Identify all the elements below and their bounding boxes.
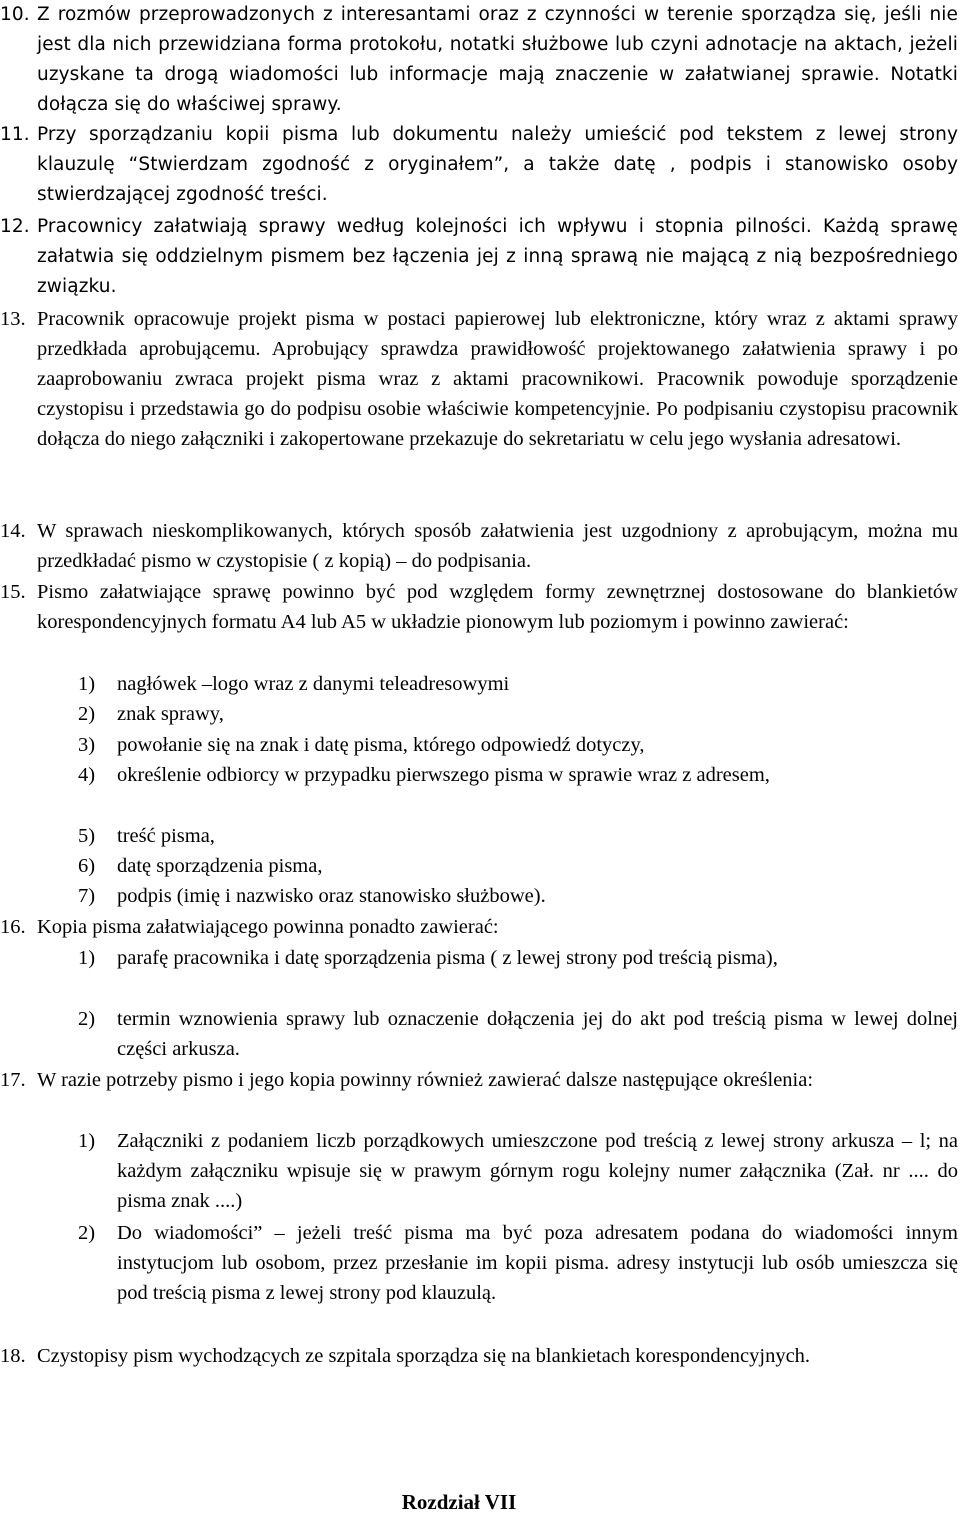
- paragraph-15: [0, 577, 958, 637]
- paragraph-10: [0, 0, 958, 120]
- chapter-heading: Rozdział VII: [401, 1490, 517, 1514]
- list-item-number: 4): [78, 764, 96, 786]
- paragraph-17: [0, 1065, 958, 1095]
- list-item-text: datę sporządzenia pisma,: [117, 855, 323, 877]
- paragraph-text: Przy sporządzaniu kopii pisma lub dokumentu należy umieścić pod tekstem z lewej strony klauzulę “Stwierdzam zgodność z oryginałem”, a także datę , podpis i stanowisko osoby stwierdzającej zgodność treści.: [37, 124, 958, 205]
- list-item-number: 3): [78, 734, 96, 756]
- paragraph-text: Pracownicy załatwiają sprawy według kolejności ich wpływu i stopnia pilności. Każdą sprawę załatwia się oddzielnym pismem bez łączenia jej z inną sprawą nie mającą z nią bezpośredniego związku.: [37, 216, 958, 297]
- list-item-text: Załączniki z podaniem liczb porządkowych umieszczone pod treścią z lewej strony arkusza – l; na każdym załączniku wpisuje się w prawym górnym rogu kolejny numer załącznika (Zał. nr .... do pisma znak ....): [117, 1130, 958, 1212]
- paragraph-text: W sprawach nieskomplikowanych, których sposób załatwienia jest uzgodniony z aprobującym, można mu przedkładać pismo w czystopisie ( z kopią) – do podpisania.: [37, 520, 958, 572]
- paragraph-number: 11.: [0, 124, 30, 145]
- list-item: [0, 669, 958, 699]
- list-item: [0, 881, 958, 911]
- list-item: [0, 851, 958, 881]
- paragraph-14: [0, 516, 958, 576]
- list-item: [0, 1004, 958, 1064]
- list-item-text: termin wznowienia sprawy lub oznaczenie dołączenia jej do akt pod treścią pisma w lewej dolnej części arkusza.: [117, 1008, 958, 1060]
- paragraph-text: Kopia pisma załatwiającego powinna ponadto zawierać:: [37, 916, 499, 938]
- list-item-text: podpis (imię i nazwisko oraz stanowisko służbowe).: [117, 885, 546, 907]
- paragraph-12: [0, 212, 958, 302]
- list-item: [0, 943, 958, 973]
- list-item-number: 1): [78, 947, 96, 969]
- paragraph-18: [0, 1341, 958, 1371]
- list-item-text: Do wiadomości” – jeżeli treść pisma ma być poza adresatem podana do wiadomości innym instytucjom lub osobom, przez przesłanie im kopii pisma. adresy instytucji lub osób umieszcza się pod treścią pisma z lewej strony pod klauzulą.: [117, 1222, 958, 1304]
- list-item: [0, 1126, 958, 1216]
- paragraph-text: Czystopisy pism wychodzących ze szpitala sporządza się na blankietach korespondencyjnych.: [37, 1345, 811, 1367]
- list-item: [0, 699, 958, 729]
- list-item-number: 2): [78, 1222, 96, 1244]
- list-item-number: 6): [78, 855, 96, 877]
- list-item-number: 1): [78, 1130, 96, 1152]
- paragraph-11: [0, 120, 958, 210]
- list-item-text: nagłówek –logo wraz z danymi teleadresowymi: [117, 673, 510, 695]
- list-item-number: 2): [78, 1008, 96, 1030]
- paragraph-text: Z rozmów przeprowadzonych z interesantami oraz z czynności w terenie sporządza się, jeśli nie jest dla nich przewidziana forma protokołu, notatki służbowe lub czyni adnotacje na aktach, jeżeli uzyskane ta drogą wiadomości lub informacje mają znaczenie w załatwianej sprawie. Notatki dołącza się do właściwej sprawy.: [37, 4, 958, 115]
- paragraph-number: 14.: [0, 520, 26, 542]
- list-item-text: określenie odbiorcy w przypadku pierwszego pisma w sprawie wraz z adresem,: [117, 764, 770, 786]
- paragraph-13: [0, 304, 958, 454]
- list-item: [0, 730, 958, 760]
- list-item: [0, 821, 958, 851]
- paragraph-text: W razie potrzeby pismo i jego kopia powinny również zawierać dalsze następujące określenia:: [37, 1069, 814, 1091]
- paragraph-number: 13.: [0, 308, 26, 330]
- paragraph-16: [0, 912, 958, 942]
- paragraph-number: 18.: [0, 1345, 26, 1367]
- paragraph-text: Pracownik opracowuje projekt pisma w postaci papierowej lub elektroniczne, który wraz z aktami sprawy przedkłada aprobującemu. Aprobujący sprawdza prawidłowość projektowanego załatwienia sprawy i po zaaprobowaniu zwraca projekt pisma wraz z aktami pracownikowi. Pracownik powoduje sporządzenie czystopisu i przedstawia go do podpisu osobie właściwie kompetencyjnie. Po podpisaniu czystopisu pracownik dołącza do niego załączniki i zakopertowane przekazuje do sekretariatu w celu jego wysłania adresatowi.: [37, 308, 958, 450]
- list-item-number: 1): [78, 673, 96, 695]
- list-item-number: 5): [78, 825, 96, 847]
- list-item: [0, 760, 958, 790]
- list-item: [0, 1218, 958, 1308]
- paragraph-number: 10.: [0, 4, 30, 25]
- list-item-text: treść pisma,: [117, 825, 215, 847]
- paragraph-text: Pismo załatwiające sprawę powinno być pod względem formy zewnętrznej dostosowane do blankietów korespondencyjnych formatu A4 lub A5 w układzie pionowym lub poziomym i powinno zawierać:: [37, 581, 958, 633]
- list-item-text: powołanie się na znak i datę pisma, którego odpowiedź dotyczy,: [117, 734, 645, 756]
- paragraph-number: 15.: [0, 581, 26, 603]
- list-item-text: parafę pracownika i datę sporządzenia pisma ( z lewej strony pod treścią pisma),: [117, 947, 778, 969]
- list-item-number: 2): [78, 703, 96, 725]
- list-item-number: 7): [78, 885, 96, 907]
- paragraph-number: 16.: [0, 916, 26, 938]
- paragraph-number: 12.: [0, 216, 30, 237]
- list-item-text: znak sprawy,: [117, 703, 224, 725]
- paragraph-number: 17.: [0, 1069, 26, 1091]
